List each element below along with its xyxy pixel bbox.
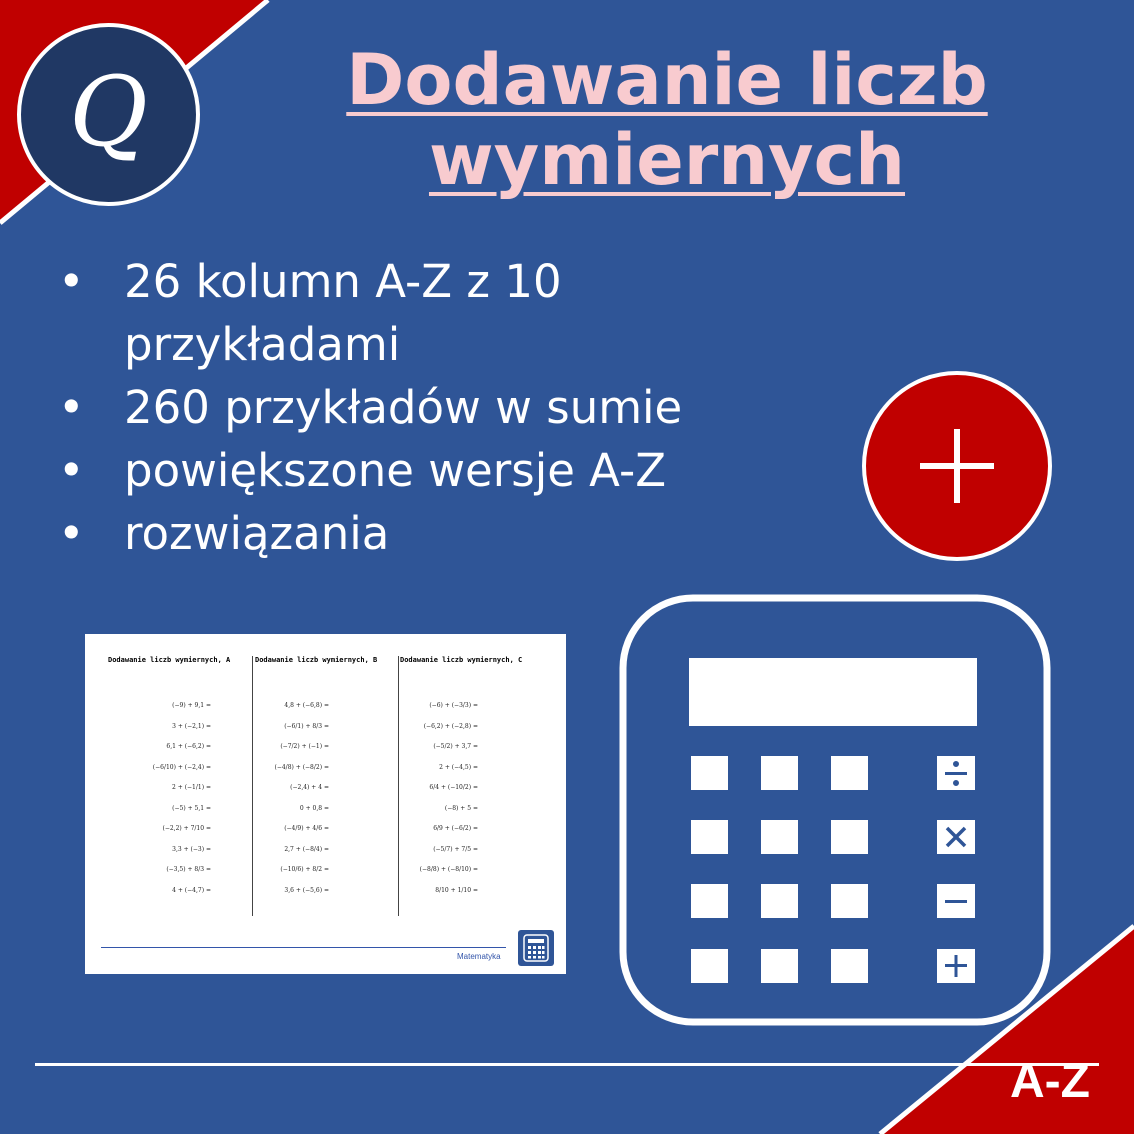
plus-icon (866, 375, 1048, 557)
bullet-marker: • (58, 381, 85, 434)
mini-calculator-icon (518, 930, 554, 966)
example-item: (−10/6) + 8/2 = (280, 866, 329, 873)
example-item: 2 + (−1/1) = (172, 784, 211, 791)
column-title: Dodawanie liczb wymiernych, B (255, 656, 378, 664)
q-logo-letter: Q (69, 55, 148, 168)
example-item: (−4/9) + 4/6 = (284, 825, 329, 832)
plus-badge (862, 371, 1052, 561)
feature-text: powiększone wersje A-Z (124, 444, 667, 497)
column-title: Dodawanie liczb wymiernych, C (400, 656, 523, 664)
example-item: 8/10 + 1/10 = (435, 886, 478, 894)
bullet-marker: • (58, 255, 85, 308)
example-item: (−3,5) + 8/3 = (166, 866, 211, 873)
bullet-marker: • (58, 444, 85, 497)
worksheet-column (400, 656, 545, 894)
example-item: (−5/2) + 3,7 = (433, 743, 478, 750)
feature-text: rozwiązania (124, 507, 390, 560)
example-item: 4,8 + (−6,8) = (284, 702, 329, 709)
example-item: (−8/8) + (−8/10) = (419, 866, 478, 873)
footer-divider (101, 947, 506, 948)
feature-list (58, 250, 748, 565)
example-item: 6/9 + (−6/2) = (433, 825, 478, 832)
worksheet-column (255, 656, 400, 894)
column-divider (398, 656, 399, 916)
example-item: 3 + (−2,1) = (172, 722, 211, 730)
feature-text: 260 przykładów w sumie (124, 381, 683, 434)
example-item: (−6) + (−3/3) = (429, 702, 478, 709)
example-item: 3,6 + (−5,6) = (284, 886, 329, 894)
example-item: 6,1 + (−6,2) = (166, 743, 211, 750)
worksheet-preview (85, 634, 566, 974)
page-title (300, 40, 1034, 200)
bottom-divider (35, 1063, 1099, 1066)
example-item: (−7/2) + (−1) = (280, 743, 329, 750)
example-list (255, 696, 329, 901)
example-item: 6/4 + (−10/2) = (429, 784, 478, 791)
worksheet-column (108, 656, 253, 894)
example-item: 2 + (−4,5) = (439, 763, 478, 771)
bullet-marker: • (58, 507, 85, 560)
feature-text: 26 kolumn A-Z z 10 przykładami (124, 255, 562, 371)
example-item: (−2,2) + 7/10 = (162, 825, 211, 832)
example-item: (−5) + 5,1 = (172, 804, 211, 812)
example-item: (−6/10) + (−2,4) = (152, 763, 211, 771)
corner-label: A-Z (1010, 1055, 1090, 1108)
footer-label: Matematyka (457, 952, 501, 961)
example-list (108, 696, 211, 901)
example-item: 3,3 + (−3) = (172, 845, 211, 853)
title-line-1: Dodawanie liczb (346, 39, 988, 121)
q-logo-badge (17, 23, 200, 206)
example-item: 0 + 0,8 = (299, 804, 329, 812)
feature-item (58, 376, 748, 439)
example-item: (−6,2) + (−2,8) = (423, 722, 478, 730)
example-item: (−9) + 9,1 = (172, 702, 211, 709)
example-item: (−2,4) + 4 = (290, 784, 329, 791)
title-line-2: wymiernych (428, 119, 906, 201)
calculator-icon (619, 594, 1051, 1026)
example-item: 4 + (−4,7) = (172, 886, 211, 894)
example-item: (−6/1) + 8/3 = (284, 722, 329, 730)
feature-item (58, 439, 748, 502)
column-title: Dodawanie liczb wymiernych, A (108, 656, 231, 664)
feature-item (58, 502, 748, 565)
example-item: (−8) + 5 = (444, 804, 478, 812)
example-item: 2,7 + (−8/4) = (284, 845, 329, 853)
example-item: (−5/7) + 7/5 = (433, 845, 478, 853)
example-list (400, 696, 478, 901)
feature-item (58, 250, 748, 376)
column-divider (252, 656, 253, 916)
example-item: (−4/8) + (−8/2) = (274, 763, 329, 771)
